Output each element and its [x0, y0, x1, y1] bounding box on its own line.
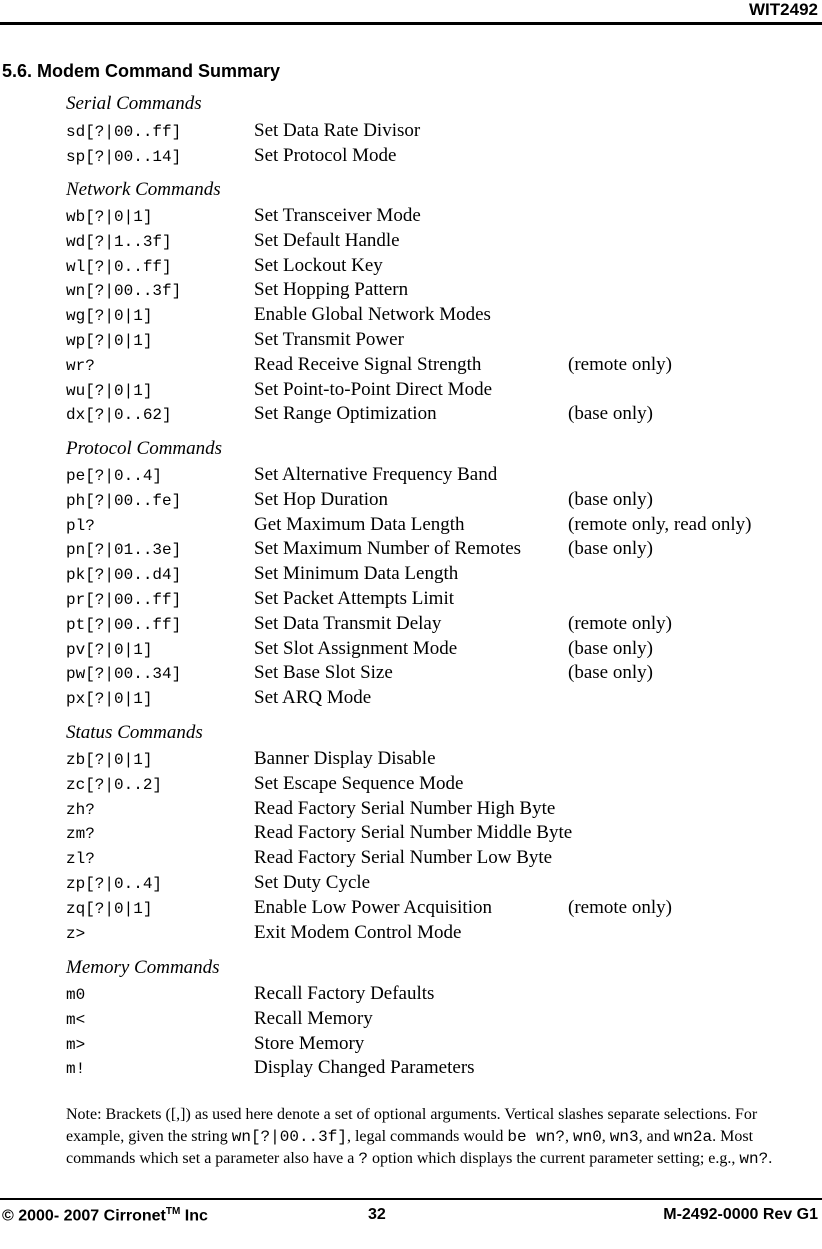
command-row [0, 464, 822, 488]
command-description: Set Transceiver Mode [254, 205, 421, 226]
command-code: pn[?|01..3e] [66, 541, 182, 560]
command-note: (base only) [568, 538, 653, 560]
command-row [0, 354, 822, 378]
command-description: Read Factory Serial Number Low Byte [254, 847, 553, 869]
command-row [0, 255, 822, 279]
command-description: Read Receive Signal Strength [254, 353, 482, 375]
command-note: (base only) [568, 637, 653, 659]
command-description: Set Hop Duration [254, 488, 389, 510]
command-row [0, 847, 822, 871]
command-row [0, 514, 822, 538]
command-row [0, 304, 822, 328]
command-row [0, 1008, 822, 1032]
command-description: Set Base Slot Size [254, 662, 393, 684]
header-title: WIT2492 [749, 0, 818, 19]
command-row [0, 1057, 822, 1081]
command-code: ph[?|00..fe] [66, 491, 182, 510]
command-row [0, 1033, 822, 1057]
command-code: zm? [66, 825, 95, 844]
command-description: Display Changed Parameters [254, 1057, 475, 1079]
command-description: Store Memory [254, 1032, 365, 1054]
command-description: Recall Memory [254, 1007, 373, 1029]
command-row [0, 120, 822, 144]
command-description: Set Data Rate Divisor [254, 120, 421, 141]
command-description: Set Maximum Number of Remotes [254, 538, 522, 560]
command-code: pt[?|00..ff] [66, 615, 182, 634]
command-description: Set ARQ Mode [254, 687, 372, 709]
command-row [0, 872, 822, 896]
command-description: Set Lockout Key [254, 254, 383, 276]
command-description: Set Range Optimization [254, 403, 437, 425]
command-note: (remote only) [568, 896, 672, 918]
command-description: Set Point-to-Point Direct Mode [254, 378, 493, 400]
command-code: px[?|0|1] [66, 690, 153, 709]
command-description: Read Factory Serial Number High Byte [254, 797, 556, 819]
command-code: z> [66, 924, 86, 943]
command-row [0, 403, 822, 427]
command-code: sd[?|00..ff] [66, 123, 182, 141]
command-row [0, 638, 822, 662]
command-description: Set Protocol Mode [254, 144, 397, 166]
header-rule [0, 22, 822, 25]
command-row [0, 748, 822, 772]
note-paragraph: Note: Brackets ([,]) as used here denote a set of optional arguments. Vertical slashes separate selections. For example, given the string wn[?|00..3f], legal commands would be wn?, wn0, wn3, and wn2a. Most commands which set a parameter also have a ? option which displays the current parameter setting; e.g., wn?. [66, 1106, 773, 1168]
command-code: pe[?|0..4] [66, 467, 163, 485]
trademark-symbol: TM [165, 1206, 181, 1217]
command-row [0, 230, 822, 254]
command-row [0, 922, 822, 946]
command-code: wg[?|0|1] [66, 307, 153, 326]
command-row [0, 983, 822, 1007]
command-row [0, 145, 822, 169]
command-description: Read Factory Serial Number Middle Byte [254, 822, 573, 844]
command-row [0, 538, 822, 562]
command-code: pv[?|0|1] [66, 640, 153, 659]
command-description: Recall Factory Defaults [254, 983, 435, 1004]
command-note: (base only) [568, 488, 653, 510]
command-note: (base only) [568, 662, 653, 684]
command-row [0, 687, 822, 711]
command-code: zq[?|0|1] [66, 899, 153, 918]
command-note: (base only) [568, 403, 653, 425]
command-code: m0 [66, 986, 86, 1004]
command-code: wu[?|0|1] [66, 381, 153, 400]
command-description: Enable Global Network Modes [254, 304, 491, 326]
command-description: Banner Display Disable [254, 748, 436, 769]
command-description: Set Packet Attempts Limit [254, 588, 455, 609]
command-code: pr[?|00..ff] [66, 591, 182, 609]
command-description: Set Data Transmit Delay [254, 612, 442, 634]
command-code: pw[?|00..34] [66, 665, 182, 684]
command-description: Set Hopping Pattern [254, 279, 409, 301]
command-row [0, 822, 822, 846]
status-commands-title: Status Commands [66, 722, 203, 743]
command-row [0, 613, 822, 637]
command-row [0, 379, 822, 403]
footer-copyright: © 2000- 2007 Cirronet™ Inc [2, 1206, 208, 1225]
serial-commands-title: Serial Commands [66, 93, 202, 114]
page-number: 32 [368, 1206, 386, 1223]
command-code: dx[?|0..62] [66, 406, 172, 425]
command-code: m< [66, 1010, 86, 1029]
command-description: Exit Modem Control Mode [254, 921, 462, 943]
command-description: Set Slot Assignment Mode [254, 637, 458, 659]
protocol-commands-title: Protocol Commands [66, 438, 223, 459]
command-description: Set Default Handle [254, 229, 400, 251]
command-description: Set Alternative Frequency Band [254, 464, 498, 485]
footer-rule [0, 1198, 822, 1200]
command-description: Enable Low Power Acquisition [254, 896, 492, 918]
command-code: zl? [66, 850, 95, 869]
command-row [0, 897, 822, 921]
memory-commands-title: Memory Commands [66, 957, 220, 978]
document-id: M-2492-0000 Rev G1 [663, 1206, 818, 1223]
command-row [0, 798, 822, 822]
command-code: wp[?|0|1] [66, 332, 153, 350]
command-code: zc[?|0..2] [66, 775, 163, 794]
command-code: wb[?|0|1] [66, 208, 153, 226]
command-row [0, 279, 822, 303]
command-description: Set Escape Sequence Mode [254, 772, 464, 794]
command-code: wr? [66, 356, 95, 375]
command-code: wn[?|00..3f] [66, 282, 182, 301]
command-row [0, 588, 822, 612]
command-note: (remote only, read only) [568, 513, 752, 535]
command-code: zh? [66, 800, 95, 819]
command-code: pl? [66, 516, 95, 535]
command-code: wl[?|0..ff] [66, 257, 172, 276]
command-row [0, 489, 822, 513]
command-row [0, 205, 822, 229]
command-code: sp[?|00..14] [66, 147, 182, 166]
command-note: (remote only) [568, 353, 672, 375]
command-code: zb[?|0|1] [66, 751, 153, 769]
command-description: Set Transmit Power [254, 329, 404, 350]
command-description: Set Duty Cycle [254, 872, 371, 893]
network-commands-title: Network Commands [66, 179, 221, 200]
command-code: m> [66, 1035, 86, 1054]
command-description: Set Minimum Data Length [254, 563, 459, 585]
command-description: Get Maximum Data Length [254, 513, 465, 535]
command-row [0, 329, 822, 353]
command-row [0, 773, 822, 797]
command-code: wd[?|1..3f] [66, 232, 172, 251]
command-code: pk[?|00..d4] [66, 566, 182, 585]
section-heading: 5.6. Modem Command Summary [2, 61, 281, 81]
command-note: (remote only) [568, 612, 672, 634]
command-code: zp[?|0..4] [66, 875, 163, 893]
command-row [0, 563, 822, 587]
command-row [0, 662, 822, 686]
command-code: m! [66, 1060, 86, 1079]
